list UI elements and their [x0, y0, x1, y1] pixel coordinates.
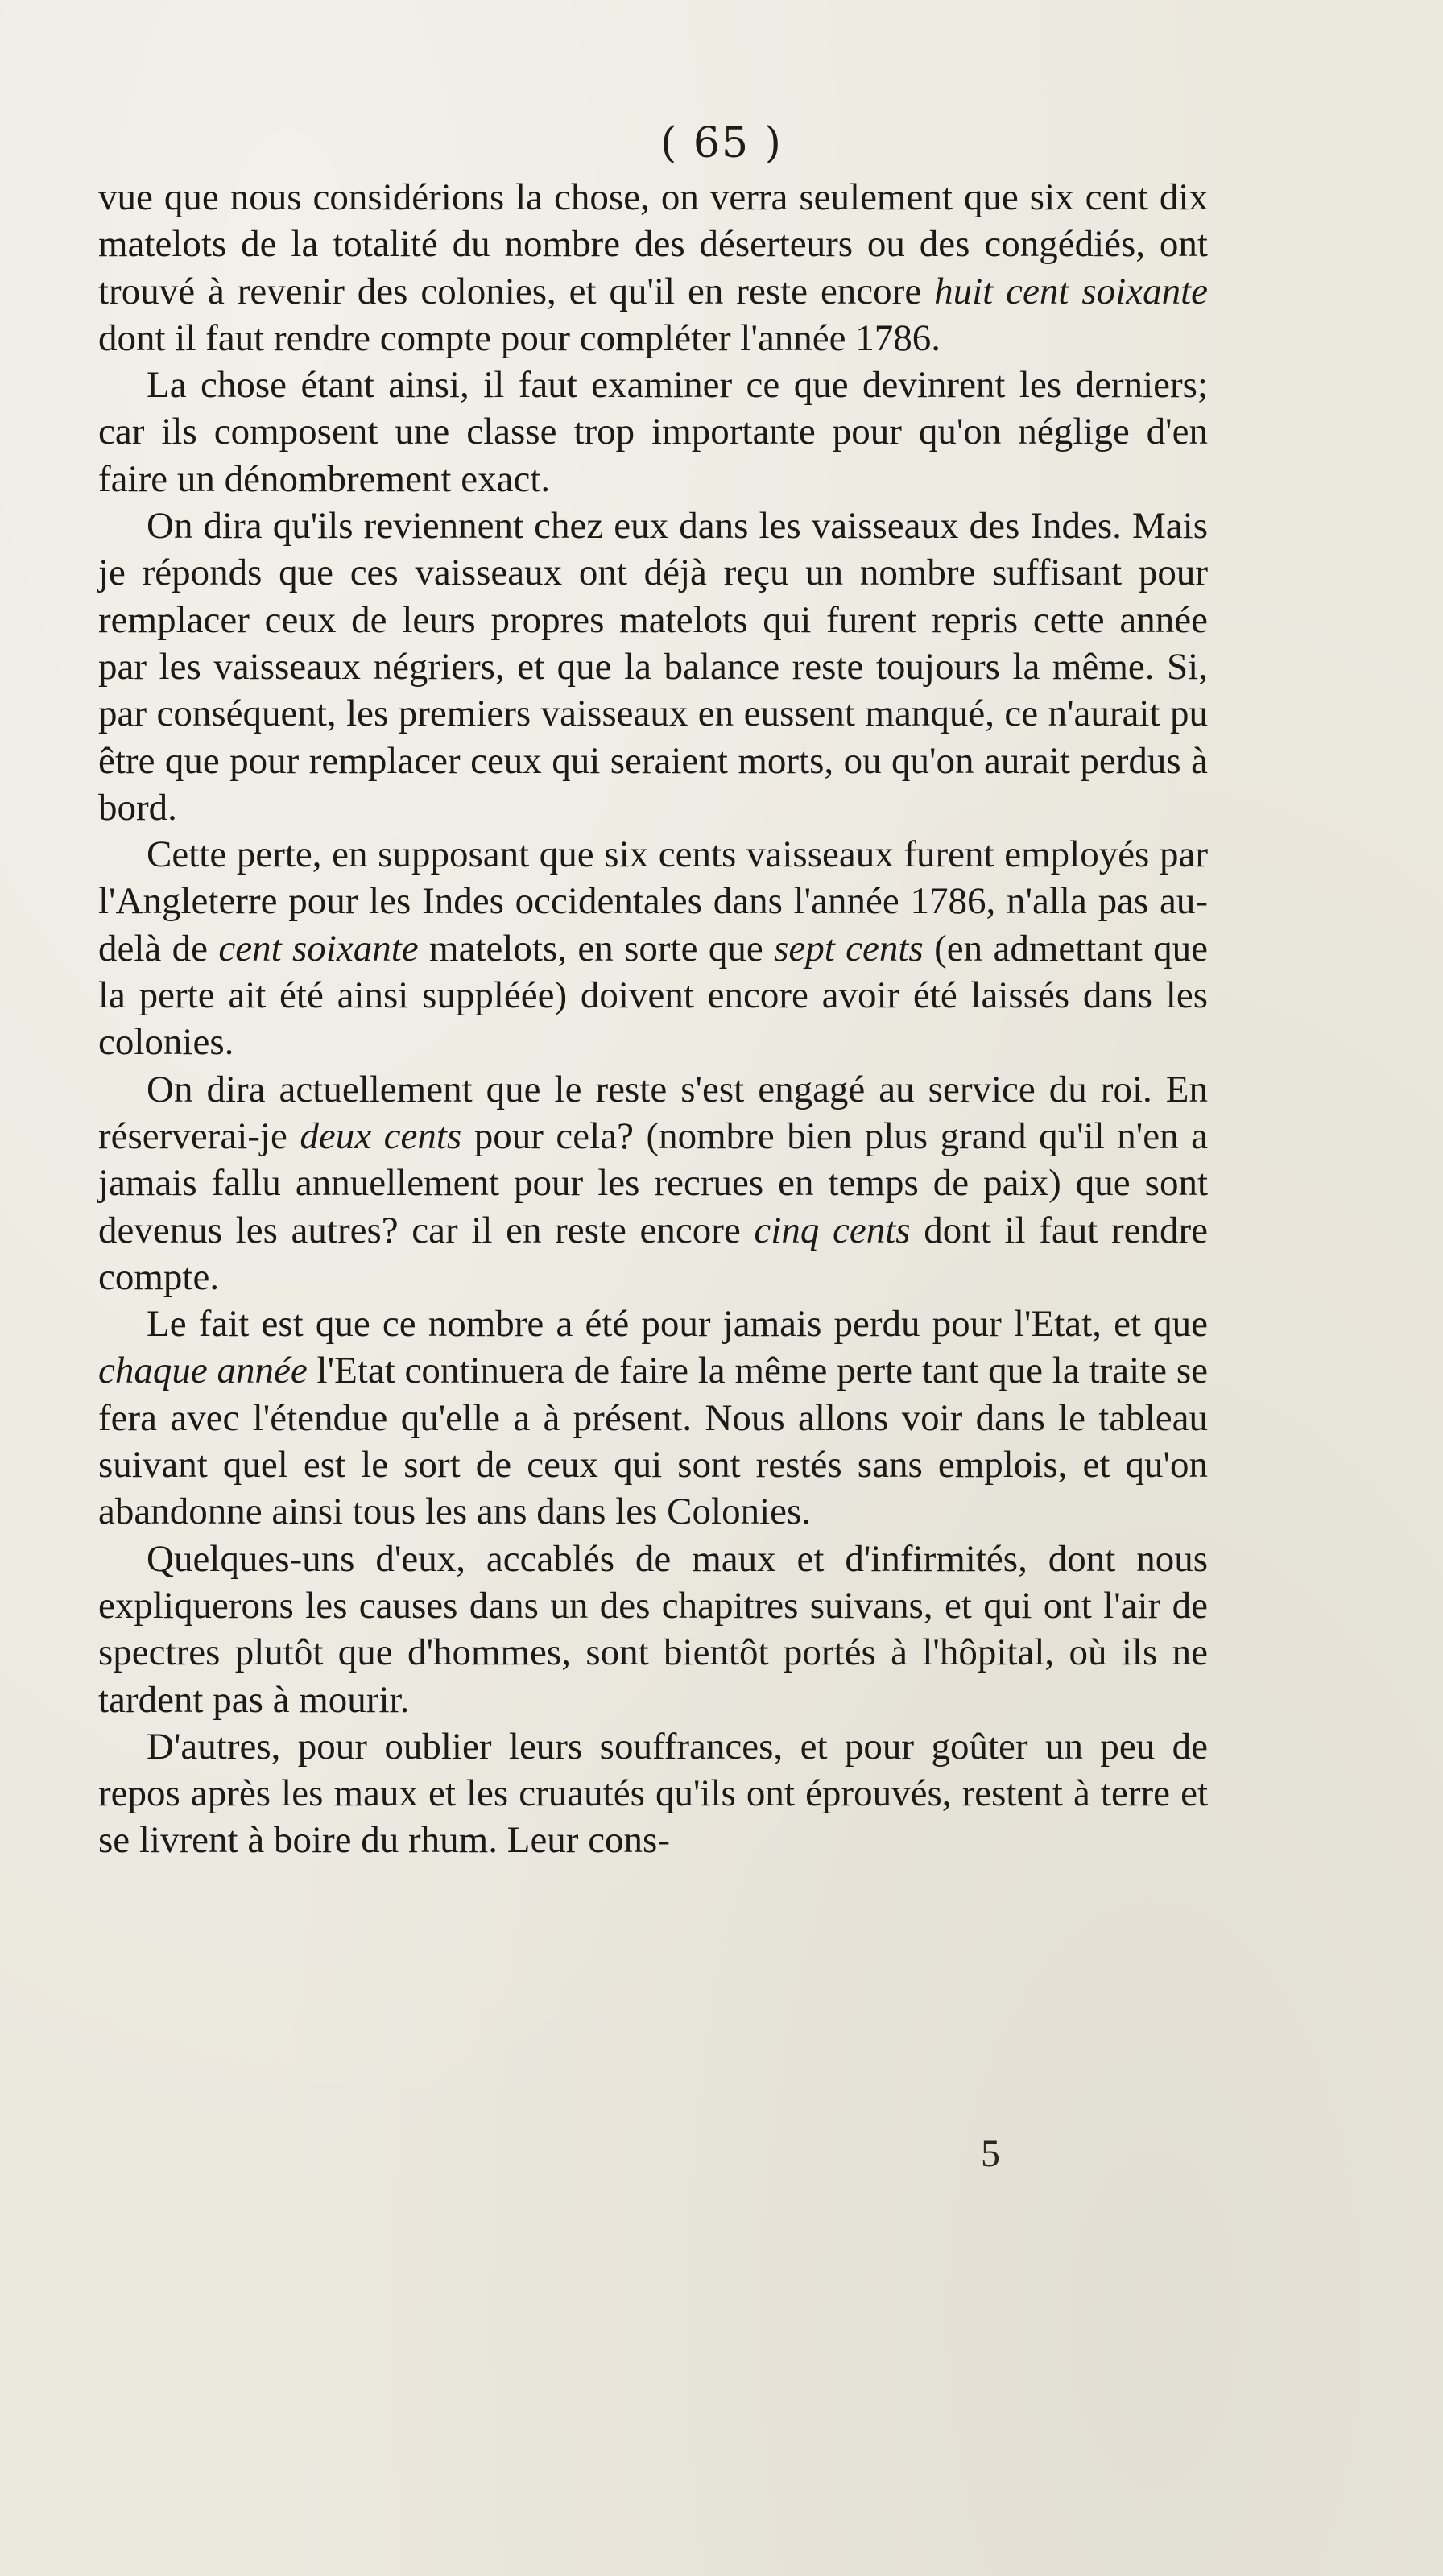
- italic-text: cinq cents: [754, 1209, 911, 1251]
- italic-text: chaque année: [98, 1350, 308, 1392]
- paragraph: [98, 362, 1208, 502]
- paragraph: [98, 831, 1208, 1065]
- body-text: [98, 174, 1208, 1864]
- text-run: Cette perte, en supposant que six cents vaisseaux furent employés par l'Angleterre pour les Indes occidentales dans l'année 1786, n'alla pas au-delà de: [98, 833, 1208, 970]
- paragraph: [98, 502, 1208, 831]
- text-run: l'Etat continuera de faire la même perte tant que la traite se fera avec l'étendue qu'elle a à présent. Nous allons voir dans le tableau suivant quel est le sort de ceux qui sont restés sans emplois, et qu'on abandonne ainsi tous les ans dans les Colonies.: [98, 1350, 1208, 1533]
- text-run: On dira actuellement que le reste s'est engagé au service du roi. En réserverai-je: [98, 1068, 1208, 1157]
- text-run: dont il faut rendre compte.: [98, 1209, 1208, 1298]
- paragraph: [98, 1066, 1208, 1300]
- paragraph: [98, 1300, 1208, 1535]
- text-run: D'autres, pour oublier leurs souffrances, et pour goûter un peu de repos après les maux et les cruautés qu'ils ont éprouvés, restent à terre et se livrent à boire du rhum. Leur cons-: [98, 1725, 1208, 1862]
- paragraph: [98, 174, 1208, 362]
- signature-mark: 5: [981, 2132, 1000, 2175]
- italic-text: deux cents: [300, 1114, 462, 1157]
- page-number: ( 65 ): [660, 119, 783, 167]
- italic-text: huit cent soixante: [934, 270, 1208, 312]
- text-run: Quelques-uns d'eux, accablés de maux et d'infirmités, dont nous expliquerons les causes dans un des chapitres suivans, et qui ont l'air de spectres plutôt que d'hommes, sont bientôt portés à l'hôpital, où ils ne tardent pas à mourir.: [98, 1537, 1208, 1721]
- text-run: On dira qu'ils reviennent chez eux dans les vaisseaux des Indes. Mais je réponds que ces vaisseaux ont déjà reçu un nombre suffisant pour remplacer ceux de leurs propres matelots qui furent repris cette année par les vaisseaux négriers, et que la balance reste toujours la même. Si, par conséquent, les premiers vaisseaux en eussent manqué, ce n'aurait pu être que pour remplacer ceux qui seraient morts, ou qu'on aurait perdus à bord.: [98, 505, 1208, 829]
- text-run: pour cela? (nombre bien plus grand qu'il n'en a jamais fallu annuellement pour les recrues en temps de paix) que sont devenus les autres? car il en reste encore: [98, 1114, 1208, 1251]
- paragraph: [98, 1723, 1208, 1864]
- text-run: matelots, en sorte que: [418, 927, 775, 970]
- italic-text: cent soixante: [218, 927, 419, 970]
- text-run: La chose étant ainsi, il faut examiner ce que devinrent les derniers; car ils composent une classe trop importante pour qu'on néglige d'en faire un dénombrement exact.: [98, 364, 1208, 500]
- text-run: (en admettant que la perte ait été ainsi suppléée) doivent encore avoir été laissés dans les colonies.: [98, 927, 1209, 1064]
- paragraph: [98, 1536, 1208, 1723]
- italic-text: sept cents: [774, 927, 924, 970]
- text-run: Le fait est que ce nombre a été pour jamais perdu pour l'Etat, et que: [147, 1303, 1208, 1346]
- text-run: dont il faut rendre compte pour compléter l'année 1786.: [98, 316, 941, 359]
- text-run: vue que nous considérions la chose, on verra seulement que six cent dix matelots de la totalité du nombre des déserteurs ou des congédiés, ont trouvé à revenir des colonies, et qu'il en reste encore: [98, 176, 1208, 312]
